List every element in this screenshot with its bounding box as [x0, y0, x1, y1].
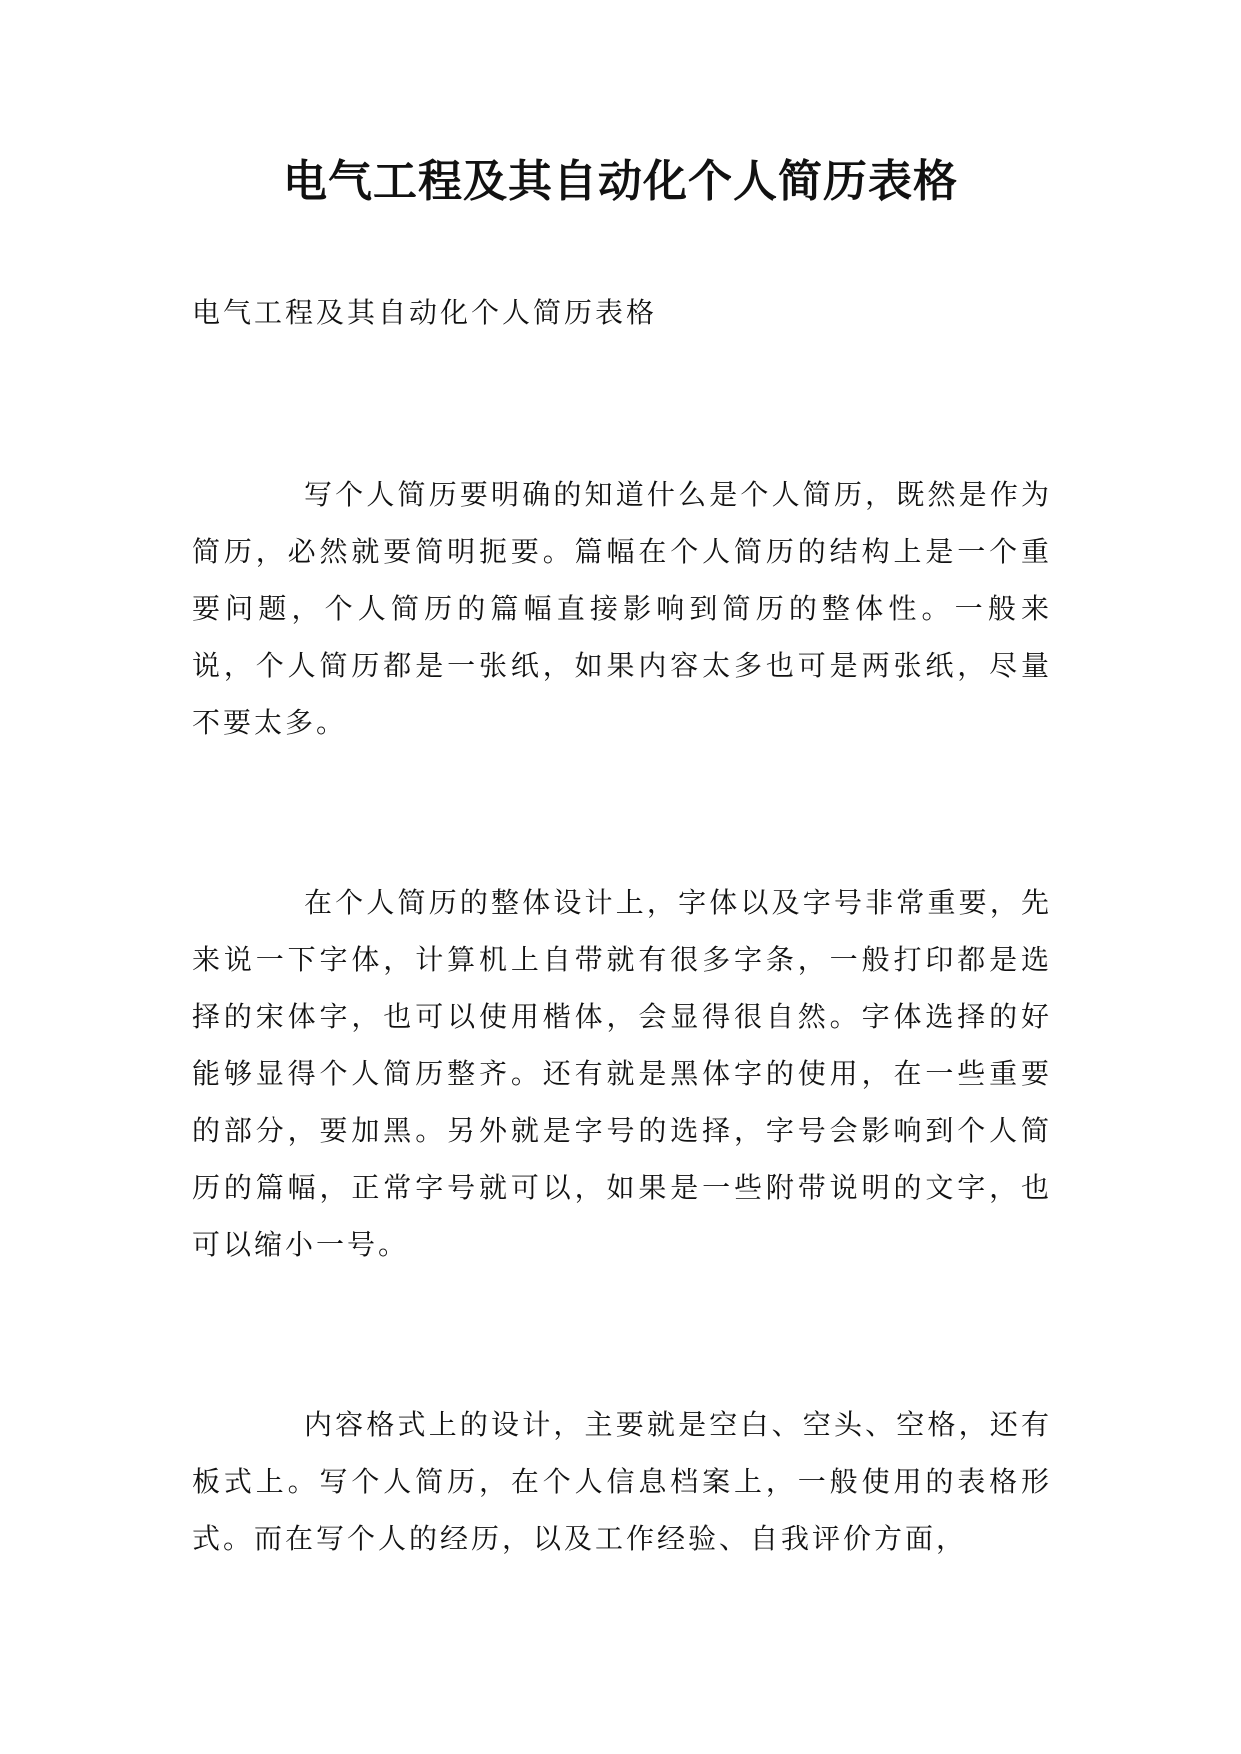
paragraph-2: 在个人简历的整体设计上，字体以及字号非常重要，先来说一下字体，计算机上自带就有很多字条，一般打印都是选择的宋体字，也可以使用楷体，会显得很自然。字体选择的好能够显得个人简历整齐。还有就是黑体字的使用，在一些重要的部分，要加黑。另外就是字号的选择，字号会影响到个人简历的篇幅，正常字号就可以，如果是一些附带说明的文字，也可以缩小一号。 — [192, 886, 1052, 1261]
document-title: 电气工程及其自动化个人简历表格 — [283, 156, 958, 207]
paragraph-1: 写个人简历要明确的知道什么是个人简历，既然是作为简历，必然就要简明扼要。篇幅在个人简历的结构上是一个重要问题，个人简历的篇幅直接影响到简历的整体性。一般来说，个人简历都是一张纸，如果内容太多也可是两张纸，尽量不要太多。 — [192, 478, 1052, 739]
document-subtitle: 电气工程及其自动化个人简历表格 — [192, 296, 658, 329]
paragraph-3: 内容格式上的设计，主要就是空白、空头、空格，还有板式上。写个人简历，在个人信息档案上，一般使用的表格形式。而在写个人的经历，以及工作经验、自我评价方面， — [192, 1408, 1052, 1555]
